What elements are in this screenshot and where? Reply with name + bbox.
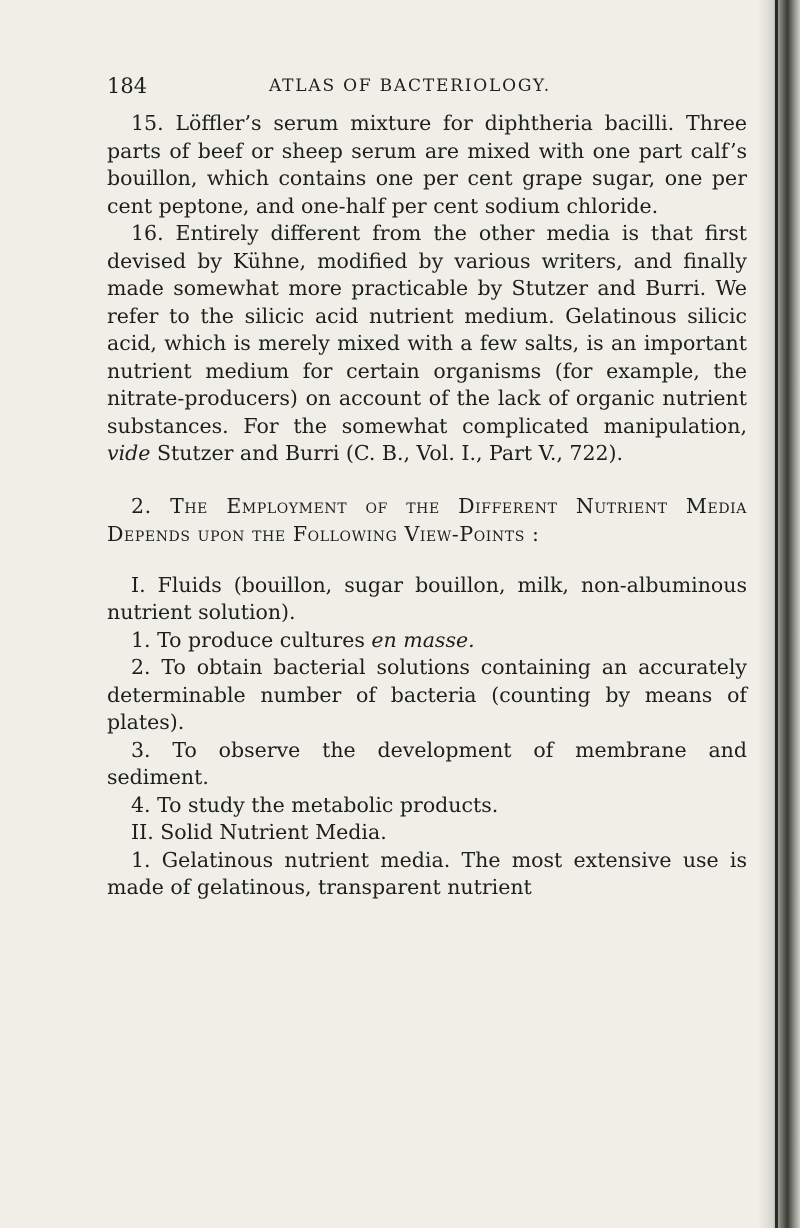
paragraph-16-text-b: Stutzer and Burri (C. B., Vol. I., Part V., 722).: [156, 441, 624, 465]
paragraph-16-text-a: 16. Entirely different from the other media is that first devised by Kühne, modified by various writers, and finally made somewhat more practicable by Stutzer and Burri. We refer to the silicic acid nutrient medium. Gelatinous silicic acid, which is merely mixed with a few salts, is an important nutrient medium for certain organisms (for example, the nitrate-producers) on account of the lack of organic nutrient substances. For the somewhat complicated manipulation,: [107, 221, 747, 438]
binding-line: [775, 0, 778, 1228]
list-item-4: 4. To study the metabolic products.: [131, 792, 499, 817]
page-edge-shadow: [758, 0, 800, 1228]
list-item-2: 2. To obtain bacterial solutions containing an accurately determinable number of bacteria (counting by means of plates).: [107, 655, 747, 734]
body-text: [107, 110, 747, 902]
page-header: [107, 74, 747, 104]
paragraph-16-vide: vide: [107, 441, 151, 465]
list-item-1: [107, 627, 747, 655]
running-head: ATLAS OF BACTERIOLOGY.: [269, 76, 551, 96]
paragraph-15: 15. Löffler’s serum mixture for diphtheria bacilli. Three parts of beef or sheep serum are mixed with one part calf’s bouillon, which contains one per cent grape sugar, one per cent peptone, and one-half per cent sodium chloride.: [107, 111, 747, 218]
gelatinous-media-paragraph: 1. Gelatinous nutrient media. The most extensive use is made of gelatinous, transparent nutrient: [107, 847, 747, 899]
page-number: 184: [107, 74, 148, 98]
fluids-heading: I. Fluids (bouillon, sugar bouillon, milk, non-albuminous nutrient solution).: [107, 572, 747, 624]
list-item-1-italic: en masse.: [371, 627, 475, 652]
section-heading-2: 2. The Employment of the Different Nutrient Media Depends upon the Following View-Points :: [107, 493, 747, 546]
list-item-1-text: 1. To produce cultures: [131, 627, 365, 652]
solid-media-heading: II. Solid Nutrient Media.: [131, 820, 387, 844]
paragraph-16: [107, 220, 747, 468]
list-item-3: 3. To observe the development of membrane and sediment.: [107, 737, 747, 789]
